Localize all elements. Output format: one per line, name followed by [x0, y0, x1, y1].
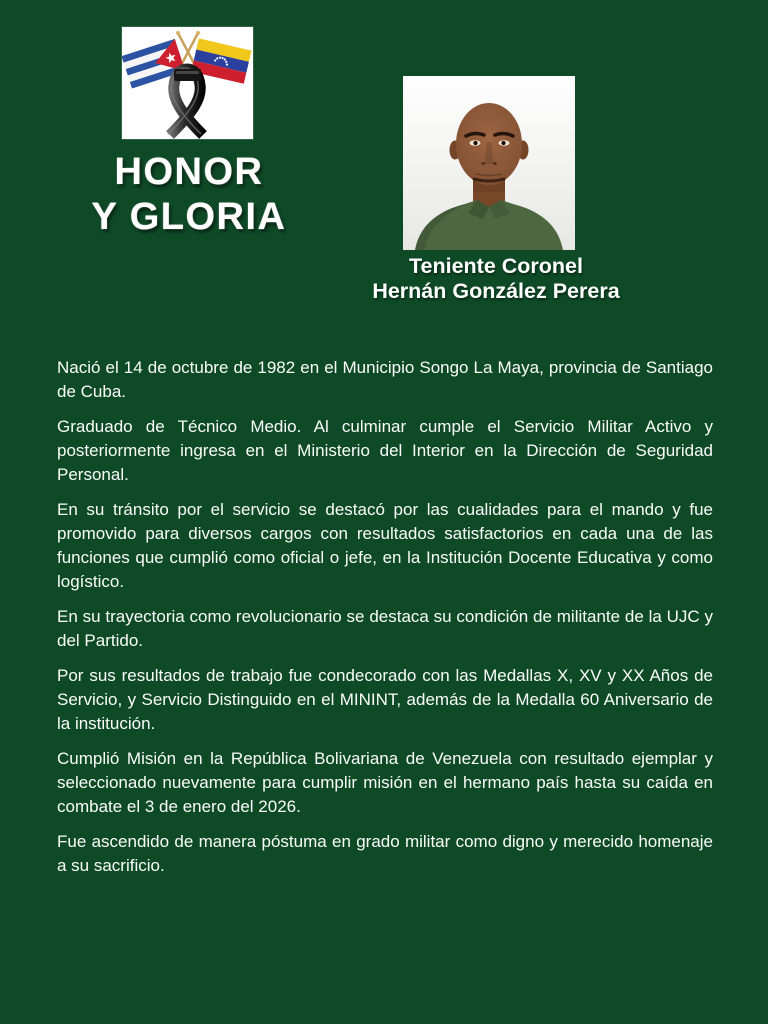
portrait-photo [403, 76, 575, 250]
officer-name: Hernán González Perera [372, 279, 620, 303]
portrait-graphic [403, 76, 575, 250]
biography [57, 356, 713, 889]
mourning-ribbon-icon [168, 68, 203, 135]
officer-name-block [336, 254, 656, 304]
bio-paragraph-4: En su trayectoria como revolucionario se destaca su condición de militante de la UJC y del Partido. [57, 607, 713, 650]
bio-paragraph-2: Graduado de Técnico Medio. Al culminar cumple el Servicio Militar Activo y posteriormente ingresa en el Ministerio del Interior en la Dirección de Seguridad Personal. [57, 417, 713, 484]
bio-paragraph-3: En su tránsito por el servicio se destacó por las cualidades para el mando y fue promovido para diversos cargos con resultados satisfactorios en cada una de las funciones que cumplió como oficial o jefe, en la Institución Docente Educativa y como logístico. [57, 500, 713, 591]
honor-title-line2: Y GLORIA [91, 196, 287, 238]
emblem-graphic [122, 27, 253, 139]
honor-title [34, 150, 344, 240]
honor-title-line1: HONOR [114, 151, 264, 193]
bio-paragraph-7: Fue ascendido de manera póstuma en grado militar como digno y merecido homenaje a su sacrificio. [57, 832, 713, 875]
officer-rank: Teniente Coronel [408, 254, 583, 278]
flags-mourning-emblem [122, 27, 253, 139]
bio-paragraph-5: Por sus resultados de trabajo fue condecorado con las Medallas X, XV y XX Años de Servicio, y Servicio Distinguido en el MININT, además de la Medalla 60 Aniversario de la institución. [57, 666, 713, 733]
bio-paragraph-6: Cumplió Misión en la República Bolivariana de Venezuela con resultado ejemplar y seleccionado nuevamente para cumplir misión en el hermano país hasta su caída en combate el 3 de enero del 2026. [57, 749, 713, 816]
bio-paragraph-1: Nació el 14 de octubre de 1982 en el Municipio Songo La Maya, provincia de Santiago de Cuba. [57, 358, 713, 401]
